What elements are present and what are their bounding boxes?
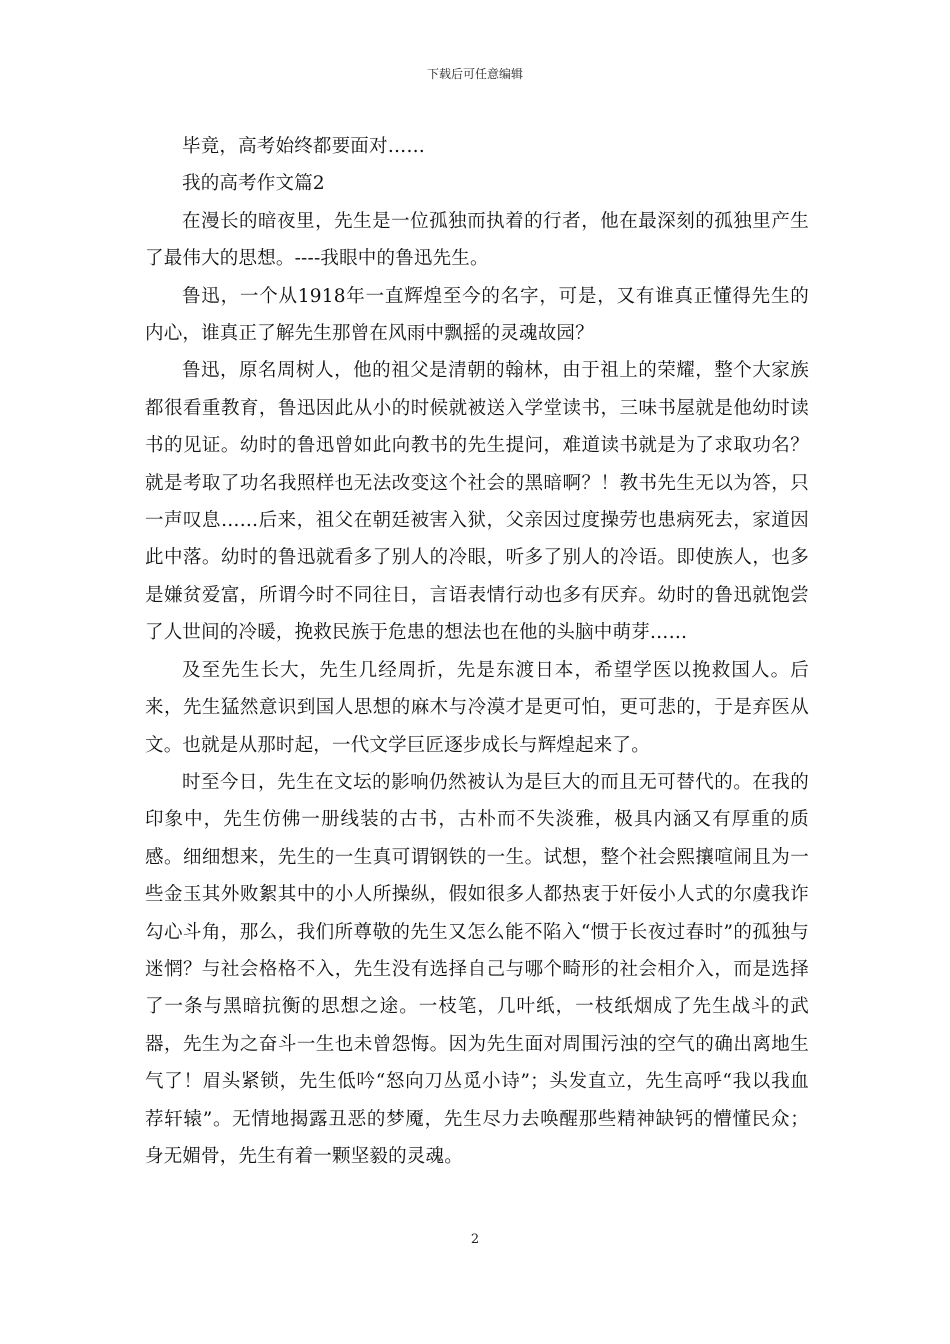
document-body bbox=[145, 128, 809, 1175]
section-title: 我的高考作文篇2 bbox=[182, 173, 325, 195]
paragraph: 时至今日，先生在文坛的影响仍然被认为是巨大的而且无可替代的。在我的印象中，先生仿佛一册线装的古书，古朴而不失淡雅，极具内涵又有厚重的质感。细细想来，先生的一生真可谓钢铁的一生。试想，整个社会熙攘喧闹且为一些金玉其外败絮其中的小人所操纵，假如很多人都热衷于奸佞小人式的尔虞我诈勾心斗角，那么，我们所尊敬的先生又怎么能不陷入“惯于长夜过春时”的孤独与迷惘？与社会格格不入，先生没有选择自己与哪个畸形的社会相介入，而是选择了一条与黑暗抗衡的思想之途。一枝笔，几叶纸，一枝纸烟成了先生战斗的武器，先生为之奋斗一生也未曾怨悔。因为先生面对周围污浊的空气的确出离地生气了！眉头紧锁，先生低吟“怒向刀丛觅小诗”；头发直立，先生高呼“我以我血荐轩辕”。无情地揭露丑恶的梦魇，先生尽力去唤醒那些精神缺钙的懵懂民众；身无媚骨，先生有着一颗坚毅的灵魂。 bbox=[145, 771, 809, 1167]
paragraph: 鲁迅，一个从1918年一直辉煌至今的名字，可是，又有谁真正懂得先生的内心，谁真正了解先生那曾在风雨中飘摇的灵魂故园？ bbox=[145, 285, 809, 345]
paragraph: 鲁迅，原名周树人，他的祖父是清朝的翰林，由于祖上的荣耀，整个大家族都很看重教育，鲁迅因此从小的时候就被送入学堂读书，三味书屋就是他幼时读书的见证。幼时的鲁迅曾如此向教书的先生提问，难道读书就是为了求取功名？就是考取了功名我照样也无法改变这个社会的黑暗啊？！教书先生无以为答，只一声叹息……后来，祖父在朝廷被害入狱，父亲因过度操劳也患病死去，家道因此中落。幼时的鲁迅就看多了别人的冷眼，听多了别人的冷语。即使族人，也多是嫌贫爱富，所谓今时不同往日，言语表情行动也多有厌弃。幼时的鲁迅就饱尝了人世间的冷暖，挽救民族于危患的想法也在他的头脑中萌芽…… bbox=[145, 360, 809, 644]
paragraph: 毕竟，高考始终都要面对…… bbox=[182, 136, 426, 157]
paragraph: 及至先生长大，先生几经周折，先是东渡日本，希望学医以挽救国人。后来，先生猛然意识到国人思想的麻木与冷漠才是更可怕，更可悲的，于是弃医从文。也就是从那时起，一代文学巨匠逐步成长与辉煌起来了。 bbox=[145, 659, 809, 756]
page-header: 下载后可任意编辑 bbox=[426, 67, 523, 81]
page-number: 2 bbox=[470, 1232, 480, 1247]
paragraph: 在漫长的暗夜里，先生是一位孤独而执着的行者，他在最深刻的孤独里产生了最伟大的思想。----我眼中的鲁迅先生。 bbox=[145, 210, 809, 270]
